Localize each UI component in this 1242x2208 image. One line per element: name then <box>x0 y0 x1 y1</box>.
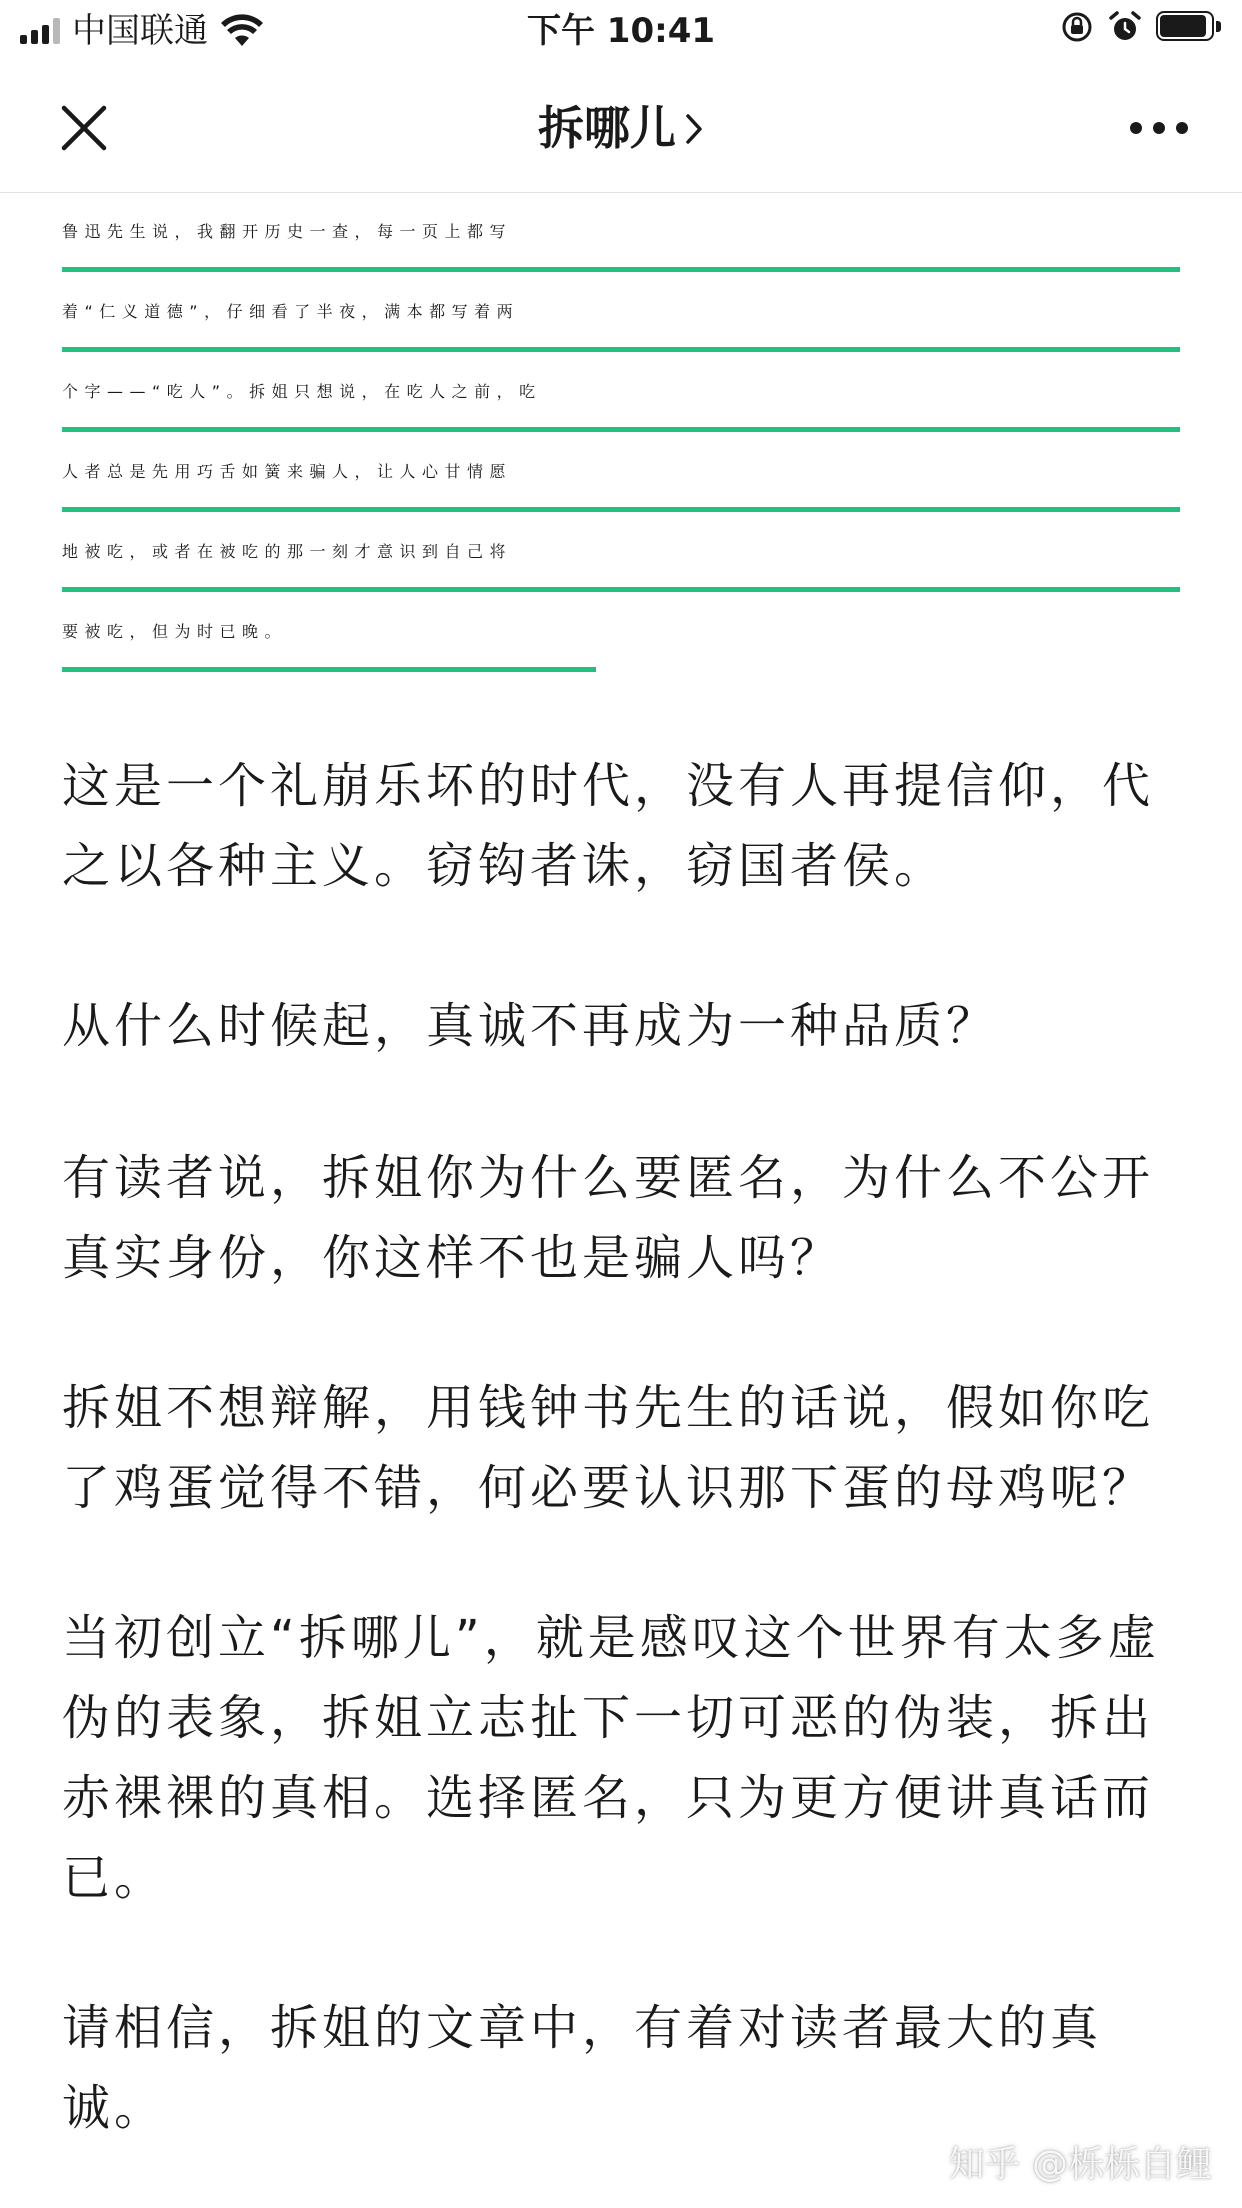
navigation-bar <box>0 64 1242 193</box>
chevron-right-icon <box>684 112 704 146</box>
orientation-lock-icon <box>1060 10 1094 44</box>
article-paragraph: 这是一个礼崩乐坏的时代，没有人再提信仰，代之以各种主义。窃钩者诛，窃国者侯。 <box>62 758 1155 894</box>
article-body <box>62 192 1180 2148</box>
article-paragraph: 当初创立“拆哪儿”，就是感叹这个世界有太多虚伪的表象，拆姐立志扯下一切可恶的伪装，拆出赤裸裸的真相。选择匿名，只为更方便讲真话而已。 <box>62 1610 1160 1906</box>
account-title-link[interactable] <box>0 100 1242 156</box>
watermark: 知乎 @栎栎自鲤 <box>948 2144 1212 2185</box>
page-title: 拆哪儿 <box>538 101 676 155</box>
status-bar <box>0 0 1242 64</box>
highlight-line: 人者总是先用巧舌如簧来骗人，让人心甘情愿 <box>62 432 1180 512</box>
highlight-line: 要被吃，但为时已晚。 <box>62 592 596 672</box>
status-time: 下午 10:41 <box>526 11 716 51</box>
alarm-icon <box>1108 10 1142 44</box>
highlight-line: 着“仁义道德”，仔细看了半夜，满本都写着两 <box>62 272 1180 352</box>
more-icon[interactable] <box>1130 122 1188 134</box>
article-paragraph: 请相信，拆姐的文章中，有着对读者最大的真诚。 <box>62 2000 1103 2136</box>
article-paragraph: 从什么时候起，真诚不再成为一种品质？ <box>62 998 999 1054</box>
highlight-line: 地被吃，或者在被吃的那一刻才意识到自己将 <box>62 512 1180 592</box>
highlight-line: 鲁迅先生说，我翻开历史一查，每一页上都写 <box>62 192 1180 272</box>
status-right <box>1060 10 1222 44</box>
battery-icon <box>1156 11 1222 43</box>
article-paragraph: 拆姐不想辩解，用钱钟书先生的话说，假如你吃了鸡蛋觉得不错，何必要认识那下蛋的母鸡呢？ <box>62 1380 1155 1516</box>
carrier-name: 中国联通 <box>72 11 208 51</box>
article-paragraph: 有读者说，拆姐你为什么要匿名，为什么不公开真实身份，你这样不也是骗人吗？ <box>62 1150 1155 1286</box>
highlighted-quote <box>62 192 1180 672</box>
highlight-line: 个字——“吃人”。拆姐只想说，在吃人之前，吃 <box>62 352 1180 432</box>
